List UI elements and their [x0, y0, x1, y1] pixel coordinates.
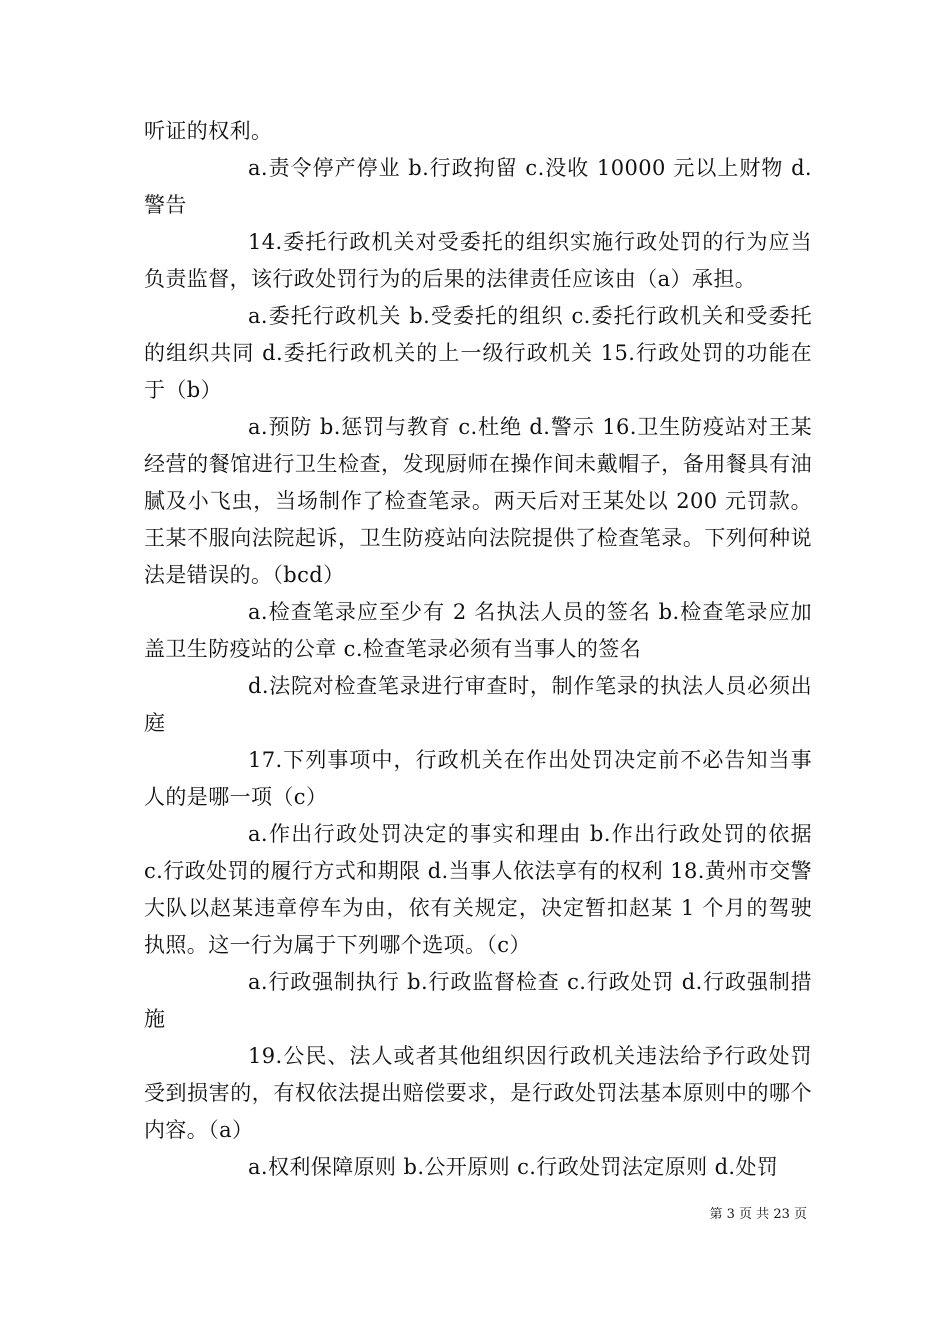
question-14: 14.委托行政机关对受委托的组织实施行政处罚的行为应当负责监督，该行政处罚行为的后果的法律责任应该由（a）承担。: [144, 230, 812, 291]
options-q19: a.权利保障原则 b.公开原则 c.行政处罚法定原则 d.处罚: [248, 1155, 779, 1179]
options-q15-question-16: a.预防 b.惩罚与教育 c.杜绝 d.警示 16.卫生防疫站对王某经营的餐馆进行卫生检查，发现厨师在操作间未戴帽子，备用餐具有油腻及小飞虫，当场制作了检查笔录。两天后对王某处以 200 元罚款。王某不服向法院起诉，卫生防疫站向法院提供了检查笔录。下列何种说法是错误的。（bcd）: [144, 415, 812, 587]
question-17: 17.下列事项中，行政机关在作出处罚决定前不必告知当事人的是哪一项（c）: [144, 748, 812, 809]
options-q14-question-15: a.委托行政机关 b.受委托的组织 c.委托行政机关和受委托的组织共同 d.委托行政机关的上一级行政机关 15.行政处罚的功能在于（b）: [144, 304, 812, 402]
options-q16-abc: a.检查笔录应至少有 2 名执法人员的签名 b.检查笔录应加盖卫生防疫站的公章 c.检查笔录必须有当事人的签名: [144, 600, 812, 661]
options-q18: a.行政强制执行 b.行政监督检查 c.行政处罚 d.行政强制措施: [144, 970, 812, 1031]
document-body: [144, 113, 812, 1186]
options-q16-d: d.法院对检查笔录进行审查时，制作笔录的执法人员必须出庭: [144, 674, 812, 735]
options-q13: a.责令停产停业 b.行政拘留 c.没收 10000 元以上财物 d.警告: [144, 156, 812, 217]
page-footer: 第 3 页 共 23 页: [709, 1207, 807, 1222]
question-19: 19.公民、法人或者其他组织因行政机关违法给予行政处罚受到损害的，有权依法提出赔偿要求，是行政处罚法基本原则中的哪个内容。（a）: [144, 1044, 812, 1142]
paragraph-continuation: 听证的权利。: [144, 119, 273, 143]
options-q17-question-18: a.作出行政处罚决定的事实和理由 b.作出行政处罚的依据 c.行政处罚的履行方式和期限 d.当事人依法享有的权利 18.黄州市交警大队以赵某违章停车为由，依有关规定，决定暂扣赵某 1 个月的驾驶执照。这一行为属于下列哪个选项。（c）: [144, 822, 812, 957]
